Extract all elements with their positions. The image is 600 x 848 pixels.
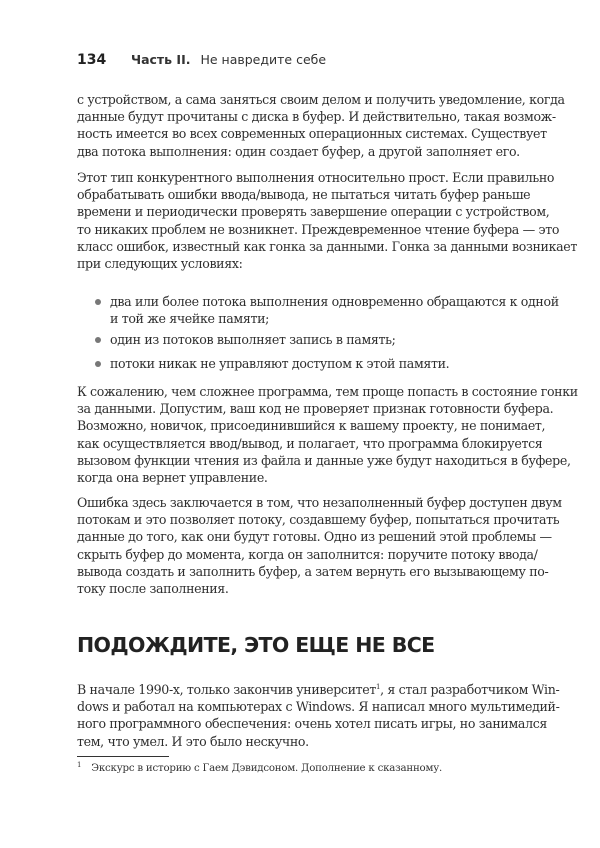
bullet-icon bbox=[95, 361, 101, 367]
text-line: два или более потока выполнения одновременно обращаются к одной bbox=[110, 294, 559, 309]
text-line: Ошибка здесь заключается в том, что незаполненный буфер доступен двум bbox=[77, 495, 562, 510]
text-line: Этот тип конкурентного выполнения относительно прост. Если правильно bbox=[77, 170, 555, 185]
text-line: данные до того, как они будут готовы. Одно из решений этой проблемы — bbox=[77, 529, 552, 545]
text-line: обрабатывать ошибки ввода/вывода, не пытаться читать буфер раньше bbox=[77, 187, 531, 203]
text-line: потокам и это позволяет потоку, создавшему буфер, попытаться прочитать bbox=[77, 512, 560, 528]
text-line: два потока выполнения: один создает буфер, а другой заполняет его. bbox=[77, 143, 520, 159]
footnote bbox=[77, 761, 442, 774]
text-line: и той же ячейке памяти; bbox=[110, 311, 270, 327]
text-line: как осуществляется ввод/вывод, и полагает, что программа блокируется bbox=[77, 435, 543, 451]
part-label: Часть II. bbox=[130, 52, 191, 67]
text-line: за данными. Допустим, ваш код не проверяет признак готовности буфера. bbox=[77, 401, 554, 417]
text-line: току после заполнения. bbox=[77, 580, 229, 596]
text-line: К сожалению, чем сложнее программа, тем проще попасть в состояние гонки bbox=[77, 384, 578, 399]
text-line: Возможно, новичок, присоединившийся к вашему проекту, не понимает, bbox=[77, 418, 546, 434]
running-header bbox=[77, 52, 326, 68]
text-fragment: , я стал разработчиком Win- bbox=[380, 682, 560, 697]
text-line: времени и периодически проверять завершение операции с устройством, bbox=[77, 204, 550, 220]
footnote-text: Экскурс в историю с Гаем Дэвидсоном. Дополнение к сказанному. bbox=[91, 763, 443, 774]
page-number: 134 bbox=[77, 52, 107, 68]
text-line: то никаких проблем не возникнет. Преждевременное чтение буфера — это bbox=[77, 221, 560, 237]
paragraph bbox=[77, 681, 560, 750]
text-line: вывода создать и заполнить буфер, а затем вернуть его вызывающему по- bbox=[77, 563, 549, 579]
footnote-divider bbox=[77, 756, 169, 757]
section-heading: ПОДОЖДИТЕ, ЭТО ЕЩЕ НЕ ВСЕ bbox=[77, 633, 435, 657]
text-line: тем, что умел. И это было нескучно. bbox=[77, 733, 309, 749]
part-title: Не навредите себе bbox=[200, 52, 327, 67]
text-fragment: В начале 1990-х, только закончив университет bbox=[77, 682, 377, 697]
bullet-icon bbox=[95, 337, 101, 343]
paragraph bbox=[77, 169, 577, 272]
text-line: потоки никак не управляют доступом к этой памяти. bbox=[110, 356, 450, 371]
paragraph bbox=[77, 91, 565, 160]
text-line: dows и работал на компьютерах с Windows. Я написал много мультимедий- bbox=[77, 699, 560, 715]
text-line: класс ошибок, известный как гонка за данными. Гонка за данными возникает bbox=[77, 238, 577, 254]
text-line bbox=[77, 681, 560, 698]
footnote-ref[interactable]: 1 bbox=[376, 683, 381, 691]
text-line: когда она вернет управление. bbox=[77, 469, 268, 485]
text-line: при следующих условиях: bbox=[77, 255, 243, 271]
text-line: данные будут прочитаны с диска в буфер. И действительно, такая возмож- bbox=[77, 109, 556, 125]
text-line: один из потоков выполняет запись в память; bbox=[110, 332, 396, 347]
text-line: с устройством, а сама заняться своим делом и получить уведомление, когда bbox=[77, 92, 565, 107]
paragraph bbox=[77, 383, 578, 486]
text-line: ного программного обеспечения: очень хотел писать игры, но занимался bbox=[77, 716, 548, 732]
text-line: вызовом функции чтения из файла и данные уже будут находиться в буфере, bbox=[77, 452, 571, 468]
paragraph bbox=[77, 494, 562, 597]
text-line: скрыть буфер до момента, когда он заполнится: поручите потоку ввода/ bbox=[77, 546, 538, 562]
footnote-marker: 1 bbox=[77, 761, 82, 769]
bullet-icon bbox=[95, 299, 101, 305]
text-line: ность имеется во всех современных операционных системах. Существует bbox=[77, 126, 547, 142]
